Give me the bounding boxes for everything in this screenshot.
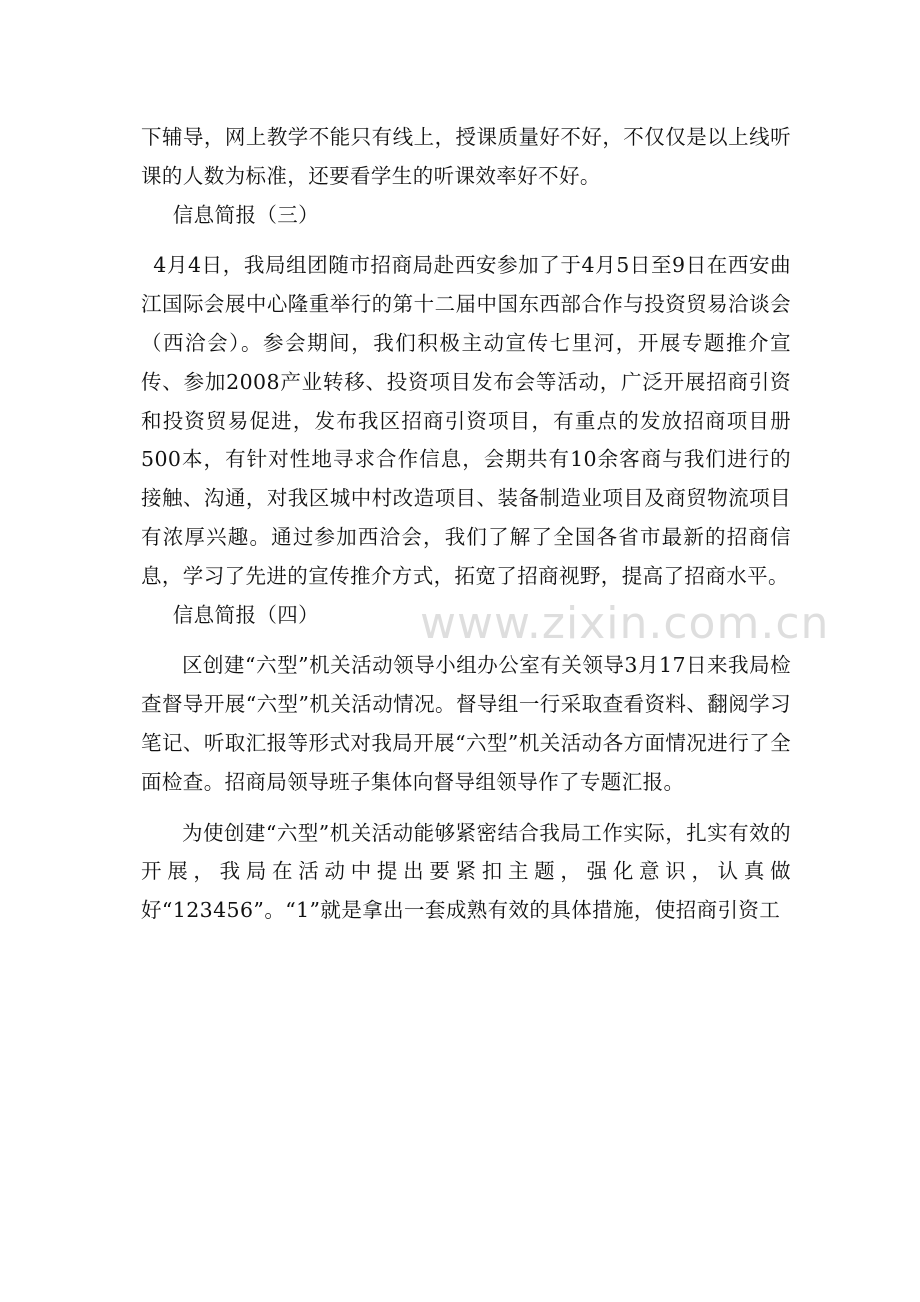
document-body — [141, 118, 791, 930]
paragraph-bulletin-4: 区创建“六型”机关活动领导小组办公室有关领导3月17日来我局检查督导开展“六型”机关活动情况。督导组一行采取查看资料、翻阅学习笔记、听取汇报等形式对我局开展“六型”机关活动各方面情况进行了全面检查。招商局领导班子集体向督导组领导作了专题汇报。 — [141, 653, 791, 794]
paragraph-six-type-activity: 为使创建“六型”机关活动能够紧密结合我局工作实际，扎实有效的开展，我局在活动中提出要紧扣主题，强化意识，认真做好“123456”。“1”就是拿出一套成熟有效的具体措施，使招商引资工 — [141, 820, 791, 923]
watermark: www.zixin.com.cn — [420, 598, 830, 649]
section-heading-3: 信息简报（三） — [172, 202, 320, 227]
paragraph-continued: 下辅导，网上教学不能只有线上，授课质量好不好，不仅仅是以上线听课的人数为标准，还要看学生的听课效率好不好。 — [141, 125, 791, 188]
paragraph-bulletin-3: 4月4日，我局组团随市招商局赴西安参加了于4月5日至9日在西安曲江国际会展中心隆重举行的第十二届中国东西部合作与投资贸易洽谈会（西洽会）。参会期间，我们积极主动宣传七里河，开展专题推介宣传、参加2008产业转移、投资项目发布会等活动，广泛开展招商引资和投资贸易促进，发布我区招商引资项目，有重点的发放招商项目册500本，有针对性地寻求合作信息，会期共有10余客商与我们进行的接触、沟通，对我区城中村改造项目、装备制造业项目及商贸物流项目有浓厚兴趣。通过参加西洽会，我们了解了全国各省市最新的招商信息，学习了先进的宣传推介方式，拓宽了招商视野，提高了招商水平。 — [141, 253, 791, 588]
section-heading-4: 信息简报（四） — [172, 602, 320, 627]
